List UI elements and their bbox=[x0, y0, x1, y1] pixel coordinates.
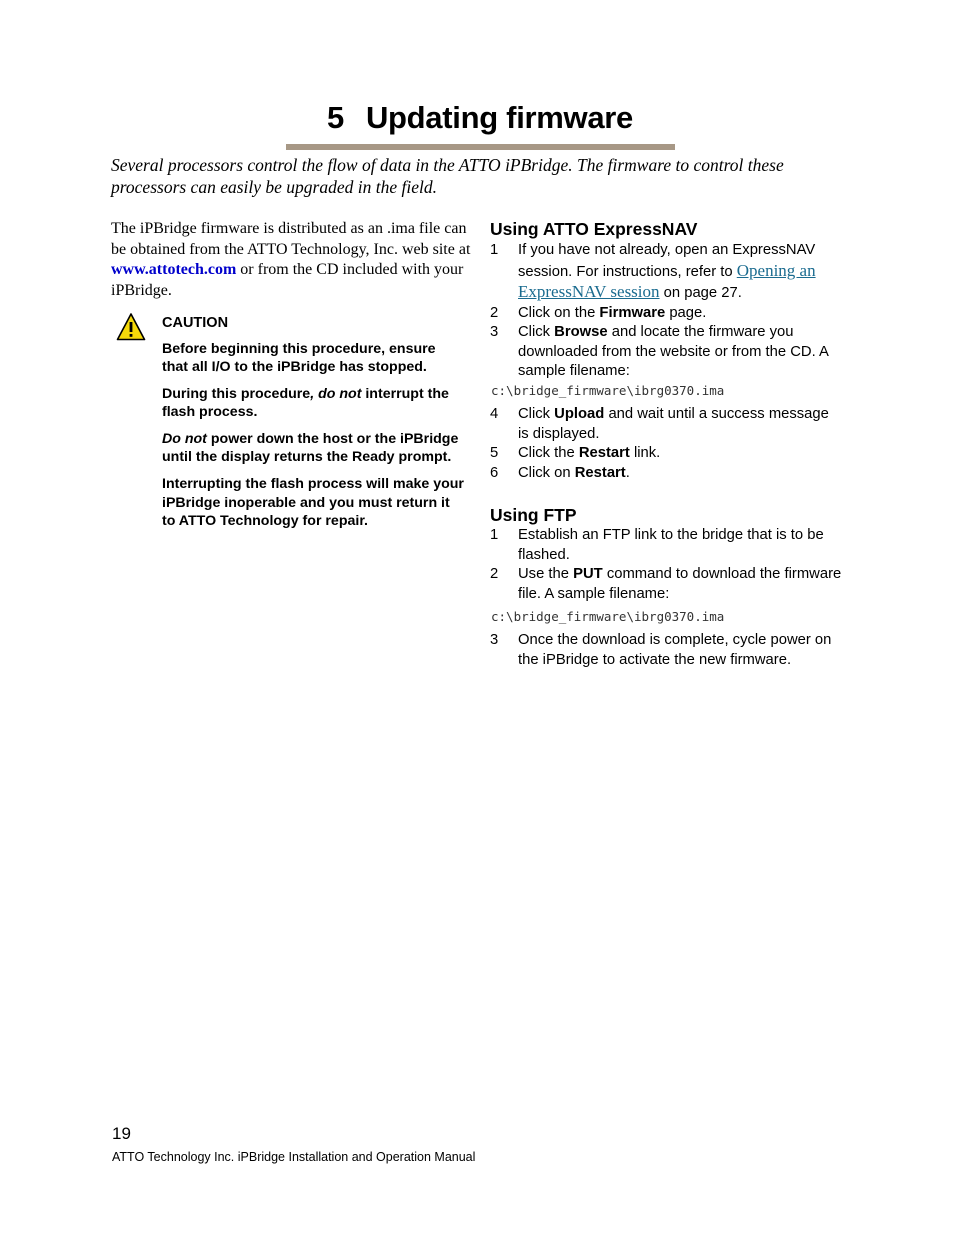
step-number: 2 bbox=[490, 566, 499, 582]
footer-manual-title: ATTO Technology Inc. iPBridge Installation and Operation Manual bbox=[112, 1150, 476, 1164]
caution-p2-text: During this procedure bbox=[162, 386, 311, 403]
step-text-end: command to download the firmware file. A sample filename: bbox=[518, 566, 842, 602]
step-text: Establish an FTP link to the bridge that is to be flashed. bbox=[518, 527, 824, 563]
step-text-end: page. bbox=[665, 304, 707, 321]
paragraph-text-before: The iPBridge firmware is distributed as an .ima file can be obtained from the ATTO Technology, Inc. web site at bbox=[111, 220, 471, 258]
step-text: Once the download is complete, cycle power on the iPBridge to activate the new firmware. bbox=[518, 632, 832, 668]
step-text-end: and wait until a success message is displayed. bbox=[518, 406, 829, 442]
step-number: 4 bbox=[490, 406, 499, 422]
step-number: 5 bbox=[490, 445, 499, 461]
step-text: Click the bbox=[518, 445, 579, 461]
step-number: 3 bbox=[490, 324, 499, 340]
chapter-title bbox=[286, 100, 674, 136]
step-keyword: Browse bbox=[554, 324, 608, 340]
chapter-title-text: Updating firmware bbox=[365, 100, 633, 135]
ftp-step-3 bbox=[490, 631, 842, 670]
caution-paragraph-3 bbox=[162, 430, 464, 467]
expressnav-step-2 bbox=[490, 304, 842, 324]
step-text: Click on bbox=[518, 464, 575, 481]
caution-heading: CAUTION bbox=[162, 315, 229, 331]
expressnav-steps-b bbox=[490, 405, 842, 483]
chapter-number: 5 bbox=[327, 100, 344, 135]
expressnav-step-6 bbox=[490, 464, 842, 484]
step-text: Click on the bbox=[518, 304, 600, 321]
attotech-website-link[interactable]: www.attotech.com bbox=[111, 261, 237, 278]
step-text-end: . bbox=[625, 464, 630, 481]
step-text: If you have not already, open an ExpressNAV session. For instructions, refer to bbox=[518, 242, 816, 280]
step-number: 3 bbox=[490, 632, 499, 648]
caution-body bbox=[162, 340, 464, 539]
expressnav-heading: Using ATTO ExpressNAV bbox=[490, 219, 698, 239]
caution-paragraph-2 bbox=[162, 385, 464, 422]
step-keyword: Upload bbox=[554, 406, 605, 422]
step-keyword: PUT bbox=[573, 566, 603, 582]
sample-filename-code: c:\bridge_firmware\ibrg0370.ima bbox=[491, 383, 725, 398]
step-keyword: Restart bbox=[578, 445, 630, 461]
step-text-end: and locate the firmware you downloaded from the website or from the CD. A sample filename: bbox=[518, 324, 829, 379]
warning-triangle-icon bbox=[116, 312, 146, 342]
step-text: Click bbox=[518, 406, 555, 422]
ftp-step-2 bbox=[490, 565, 842, 604]
step-number: 1 bbox=[490, 242, 499, 258]
caution-paragraph-4: Interrupting the flash process will make your iPBridge inoperable and you must return it to ATTO Technology for repair. bbox=[162, 476, 464, 529]
step-text: Click bbox=[518, 324, 555, 340]
ftp-steps-a bbox=[490, 526, 842, 604]
expressnav-step-5 bbox=[490, 444, 842, 464]
step-text: Use the bbox=[518, 566, 574, 582]
expressnav-step-4 bbox=[490, 405, 842, 444]
title-underline-rule bbox=[286, 144, 675, 150]
step-keyword: Firmware bbox=[599, 304, 666, 321]
step-text-end: on page 27. bbox=[659, 285, 742, 301]
caution-p3-emphasis: Do not bbox=[162, 431, 207, 448]
ftp-step-1 bbox=[490, 526, 842, 565]
opening-expressnav-session-link[interactable]: Opening an ExpressNAV session bbox=[518, 260, 816, 301]
step-text-end: link. bbox=[629, 445, 661, 461]
step-number: 1 bbox=[490, 527, 499, 543]
ftp-steps-b bbox=[490, 631, 842, 670]
expressnav-steps-a bbox=[490, 241, 842, 382]
ftp-sample-filename-code: c:\bridge_firmware\ibrg0370.ima bbox=[491, 609, 725, 624]
chapter-intro: Several processors control the flow of data in the ATTO iPBridge. The firmware to control these processors can easily be upgraded in the field. bbox=[111, 155, 784, 197]
caution-p2-emphasis: , do not bbox=[310, 386, 362, 403]
step-number: 6 bbox=[490, 464, 499, 481]
page-number: 19 bbox=[112, 1124, 131, 1143]
expressnav-step-1 bbox=[490, 241, 842, 304]
caution-p2-text-end: interrupt the flash process. bbox=[162, 386, 449, 421]
caution-paragraph-1: Before beginning this procedure, ensure that all I/O to the iPBridge has stopped. bbox=[162, 341, 436, 376]
paragraph-text-after: or from the CD included with your iPBridge. bbox=[111, 261, 464, 299]
caution-p3-text: power down the host or the iPBridge until the display returns the Ready prompt. bbox=[162, 431, 459, 466]
step-keyword: Restart bbox=[574, 464, 626, 481]
firmware-distribution-paragraph bbox=[111, 219, 471, 301]
step-number: 2 bbox=[490, 304, 499, 321]
ftp-heading: Using FTP bbox=[490, 505, 577, 525]
expressnav-step-3 bbox=[490, 323, 842, 382]
